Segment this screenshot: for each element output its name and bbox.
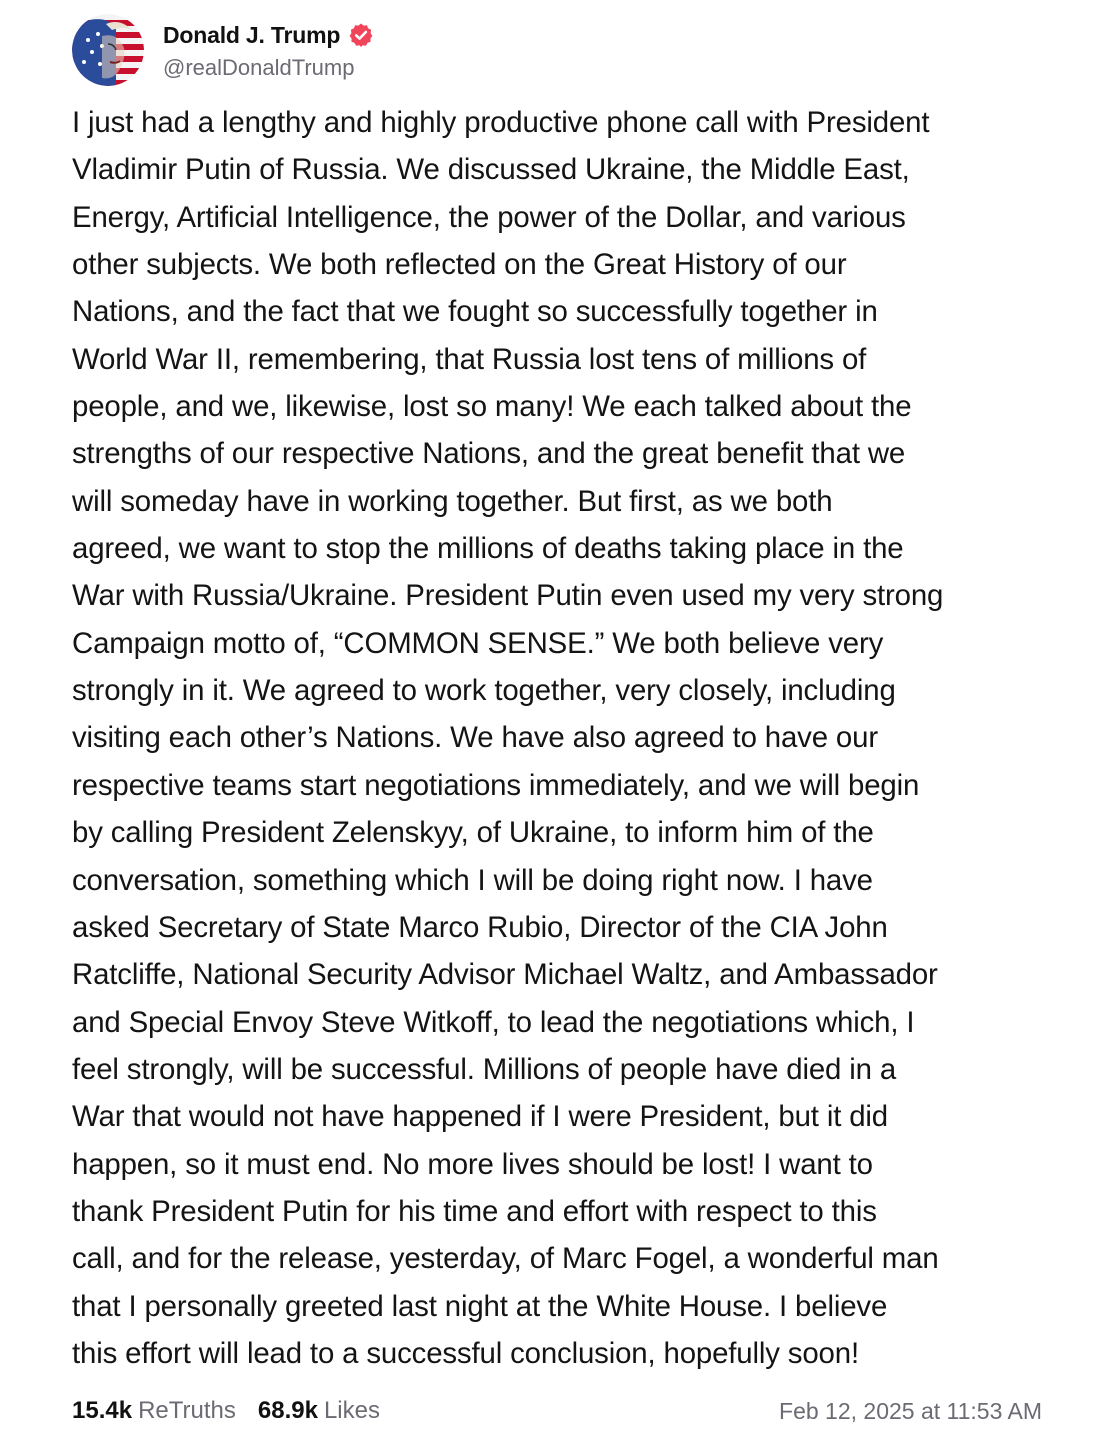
post-text-line: Energy, Artificial Intelligence, the power of the Dollar, and various <box>72 200 906 234</box>
post-text-line: Vladimir Putin of Russia. We discussed Ukraine, the Middle East, <box>72 153 910 187</box>
post-text-line: War with Russia/Ukraine. President Putin even used my very strong <box>72 579 944 613</box>
likes-count[interactable]: 68.9k <box>257 1397 318 1424</box>
post-text-line: feel strongly, will be successful. Millions of people have died in a <box>72 1052 897 1086</box>
post-text-line: happen, so it must end. No more lives should be lost! I want to <box>72 1147 873 1181</box>
post-text-line: I just had a lengthy and highly productive phone call with President <box>72 106 930 139</box>
post-text-line: other subjects. We both reflected on the Great History of our <box>72 248 847 282</box>
author-handle[interactable]: @realDonaldTrump <box>163 55 355 80</box>
post-text-line: strengths of our respective Nations, and the great benefit that we <box>72 437 906 471</box>
retruths-count[interactable]: 15.4k <box>72 1397 133 1424</box>
post-text-line: will someday have in working together. But first, as we both <box>72 484 833 518</box>
verified-badge-icon <box>348 22 374 48</box>
post-header <box>72 14 374 86</box>
name-row <box>163 17 374 53</box>
post-footer <box>72 1392 1042 1430</box>
post-text-line: and Special Envoy Steve Witkoff, to lead the negotiations which, I <box>72 1005 915 1039</box>
post-text-line: Ratcliffe, National Security Advisor Michael Waltz, and Ambassador <box>72 958 938 992</box>
post-text-line: respective teams start negotiations immediately, and we will begin <box>72 768 920 802</box>
post-text-line: this effort will lead to a successful conclusion, hopefully soon! <box>72 1336 859 1370</box>
retruths-label[interactable]: ReTruths <box>138 1397 236 1424</box>
post-text-line: Campaign motto of, “COMMON SENSE.” We both believe very <box>72 626 884 660</box>
post-text-line: Nations, and the fact that we fought so successfully together in <box>72 295 878 329</box>
post-timestamp[interactable]: Feb 12, 2025 at 11:53 AM <box>779 1397 1042 1424</box>
author-display-name[interactable]: Donald J. Trump <box>163 21 341 48</box>
post-text-line: call, and for the release, yesterday, of Marc Fogel, a wonderful man <box>72 1242 939 1276</box>
flag-portrait-avatar-icon <box>72 14 144 86</box>
post-text-line: agreed, we want to stop the millions of deaths taking place in the <box>72 532 904 566</box>
post-text-line: visiting each other’s Nations. We have also agreed to have our <box>72 721 878 755</box>
post-text-line: strongly in it. We agreed to work together, very closely, including <box>72 674 896 708</box>
post-text-line: conversation, something which I will be doing right now. I have <box>72 863 873 897</box>
post-text-line: that I personally greeted last night at the White House. I believe <box>72 1289 888 1323</box>
post-text-line: people, and we, likewise, lost so many! We each talked about the <box>72 390 912 424</box>
post-body <box>72 99 1047 1377</box>
author-identity <box>163 17 374 83</box>
post-text-line: thank President Putin for his time and effort with respect to this <box>72 1194 877 1228</box>
post-text-line: by calling President Zelenskyy, of Ukraine, to inform him of the <box>72 816 874 850</box>
likes-label[interactable]: Likes <box>323 1397 380 1424</box>
post-text-line: asked Secretary of State Marco Rubio, Director of the CIA John <box>72 910 888 944</box>
post-text-line: World War II, remembering, that Russia lost tens of millions of <box>72 342 867 376</box>
post-text-line: War that would not have happened if I were President, but it did <box>72 1100 889 1134</box>
avatar[interactable] <box>72 14 144 86</box>
